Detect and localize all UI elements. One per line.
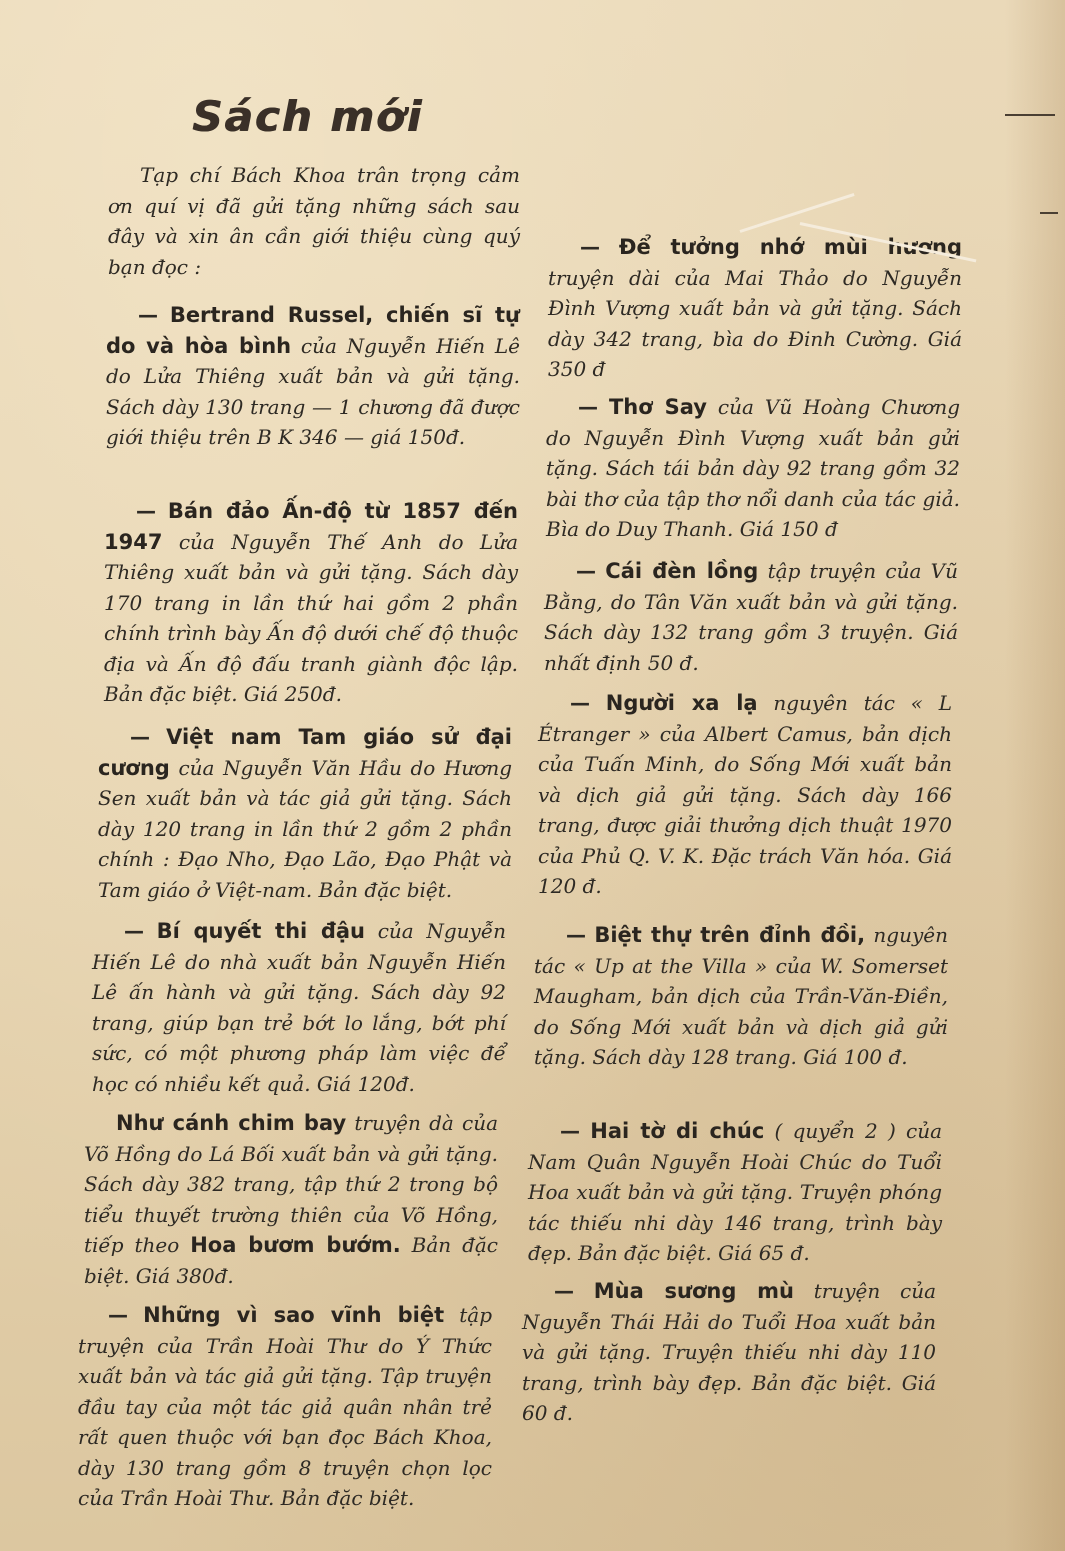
book-description: ( quyển 2 ) của Nam Quân Nguyễn Hoài Chúc do Tuổi Hoa xuất bản và gửi tặng. Truyện phóng tác thiếu nhi dày 146 trang, trình bày đẹp. Bản đặc biệt. Giá 65 đ. xyxy=(528,1119,943,1265)
book-description: tập truyện của Trần Hoài Thư do Ý Thức xuất bản và tác giả gửi tặng. Tập truyện đầu tay của một tác giả quân nhân trẻ rất quen thuộc với bạn đọc Bách Khoa, dày 130 trang gồm 8 truyện chọn lọc của Trần Hoài Thư. Bản đặc biệt. xyxy=(78,1303,493,1510)
book-entry xyxy=(528,1116,942,1269)
book-description: truyện của Nguyễn Thái Hải do Tuổi Hoa xuất bản và gửi tặng. Truyện thiếu nhi dày 110 trang, trình bày đẹp. Bản đặc biệt. Giá 60 đ. xyxy=(522,1279,937,1425)
book-title: Bí quyết thi đậu xyxy=(156,919,366,943)
book-description: tập truyện của Vũ Bằng, do Tân Văn xuất bản và gửi tặng. Sách dày 132 trang gồm 3 truyện. Giá nhất định 50 đ. xyxy=(544,559,959,675)
book-title-secondary: Hoa bươm bướm. xyxy=(190,1233,401,1257)
page-edge-shadow xyxy=(1005,0,1065,1551)
book-entry xyxy=(548,232,962,385)
edge-mark xyxy=(1005,114,1055,116)
entry-dash: — xyxy=(580,235,600,259)
entry-dash: — xyxy=(124,919,144,943)
entry-dash: — xyxy=(554,1279,574,1303)
book-description: của Nguyễn Hiến Lê do Lửa Thiêng xuất bản và gửi tặng. Sách dày 130 trang — 1 chương đã được giới thiệu trên B K 346 — giá 150đ. xyxy=(106,333,520,449)
entry-dash: — xyxy=(108,1303,128,1327)
book-description: của Nguyễn Hiến Lê do nhà xuất bản Nguyễn Hiến Lê ấn hành và gửi tặng. Sách dày 92 trang, giúp bạn trẻ bớt lo lắng, bớt phí sức, có một phương pháp làm việc để học có nhiều kết quả. Giá 120đ. xyxy=(92,919,507,1096)
book-description: của Vũ Hoàng Chương do Nguyễn Đình Vượng xuất bản gửi tặng. Sách tái bản dày 92 trang gồm 32 bài thơ của tập thơ nổi danh của tác giả. Bìa do Duy Thanh. Giá 150 đ xyxy=(546,395,961,541)
book-entry xyxy=(78,1300,492,1514)
book-title: Mùa sương mù xyxy=(593,1279,794,1303)
book-title: Thơ Say xyxy=(608,395,707,419)
book-title: Bán đảo Ấn-độ từ 1857 đến 1947 xyxy=(104,499,518,554)
book-description: của Nguyễn Văn Hầu do Hương Sen xuất bản và tác giả gửi tặng. Sách dày 120 trang in lần thứ 2 gồm 2 phần chính : Đạo Nho, Đạo Lão, Đạo Phật và Tam giáo ở Việt-nam. Bản đặc biệt. xyxy=(98,755,512,902)
book-title: Để tưởng nhớ mùi hương xyxy=(618,235,962,259)
book-entry xyxy=(104,496,518,710)
entry-dash: — xyxy=(578,395,598,419)
book-description: truyện dài của Mai Thảo do Nguyễn Đình Vượng xuất bản và gửi tặng. Sách dày 342 trang, bìa do Đinh Cường. Giá 350 đ xyxy=(548,265,962,381)
book-entry xyxy=(106,300,520,453)
page-title: Sách mới xyxy=(192,92,424,141)
entry-dash: — xyxy=(566,923,586,947)
entry-dash: — xyxy=(570,691,590,715)
entry-dash: — xyxy=(560,1119,580,1143)
book-title: Biệt thự trên đỉnh đồi, xyxy=(594,923,866,947)
book-description: của Nguyễn Thế Anh do Lửa Thiêng xuất bản và gửi tặng. Sách dày 170 trang in lần thứ hai gồm 2 phần chính trình bày Ấn độ dưới chế độ thuộc địa và Ấn độ đấu tranh giành độc lập. Bản đặc biệt. Giá 250đ. xyxy=(104,529,519,706)
book-title: Cái đèn lồng xyxy=(605,559,759,583)
book-entry xyxy=(84,1108,498,1291)
entry-dash: — xyxy=(136,499,156,523)
paper-crease xyxy=(740,193,855,233)
book-title: Hai tờ di chúc xyxy=(590,1119,765,1143)
book-description: nguyên tác « Up at the Villa » của W. Somerset Maugham, bản dịch của Trần-Văn-Điền, do Sống Mới xuất bản và dịch giả gửi tặng. Sách dày 128 trang. Giá 100 đ. xyxy=(534,923,949,1069)
book-entry xyxy=(544,556,958,678)
edge-mark xyxy=(1040,212,1058,214)
intro-paragraph: Tạp chí Bách Khoa trân trọng cảm ơn quí vị đã gửi tặng những sách sau đây và xin ân cần giới thiệu cùng quý bạn đọc : xyxy=(108,163,520,279)
book-entry xyxy=(538,688,952,902)
book-title: Như cánh chim bay xyxy=(116,1111,347,1135)
book-title: Những vì sao vĩnh biệt xyxy=(143,1303,445,1327)
book-entry xyxy=(546,392,960,545)
book-title: Việt nam Tam giáo sử đại cương xyxy=(98,725,512,780)
book-title: Người xa lạ xyxy=(605,691,758,715)
entry-dash: — xyxy=(576,559,596,583)
book-entry xyxy=(522,1276,936,1429)
book-description-end: Bản đặc biệt. Giá 380đ. xyxy=(84,1233,498,1288)
book-entry xyxy=(534,920,948,1073)
book-description: nguyên tác « L Étranger » của Albert Camus, bản dịch của Tuấn Minh, do Sống Mới xuất bản và dịch giả gửi tặng. Sách dày 166 trang, được giải thưởng dịch thuật 1970 của Phủ Q. V. K. Đặc trách Văn hóa. Giá 120 đ. xyxy=(538,691,952,898)
book-entry xyxy=(98,722,512,905)
book-description: truyện dà của Võ Hồng do Lá Bối xuất bản và gửi tặng. Sách dày 382 trang, tập thứ 2 trong bộ tiểu thuyết trường thiên của Võ Hồng, tiếp theo xyxy=(84,1111,498,1257)
book-title: Bertrand Russel, chiến sĩ tự do và hòa bình xyxy=(106,303,520,358)
book-entry xyxy=(92,916,506,1099)
entry-dash: — xyxy=(138,303,158,327)
entry-dash: — xyxy=(130,725,150,749)
